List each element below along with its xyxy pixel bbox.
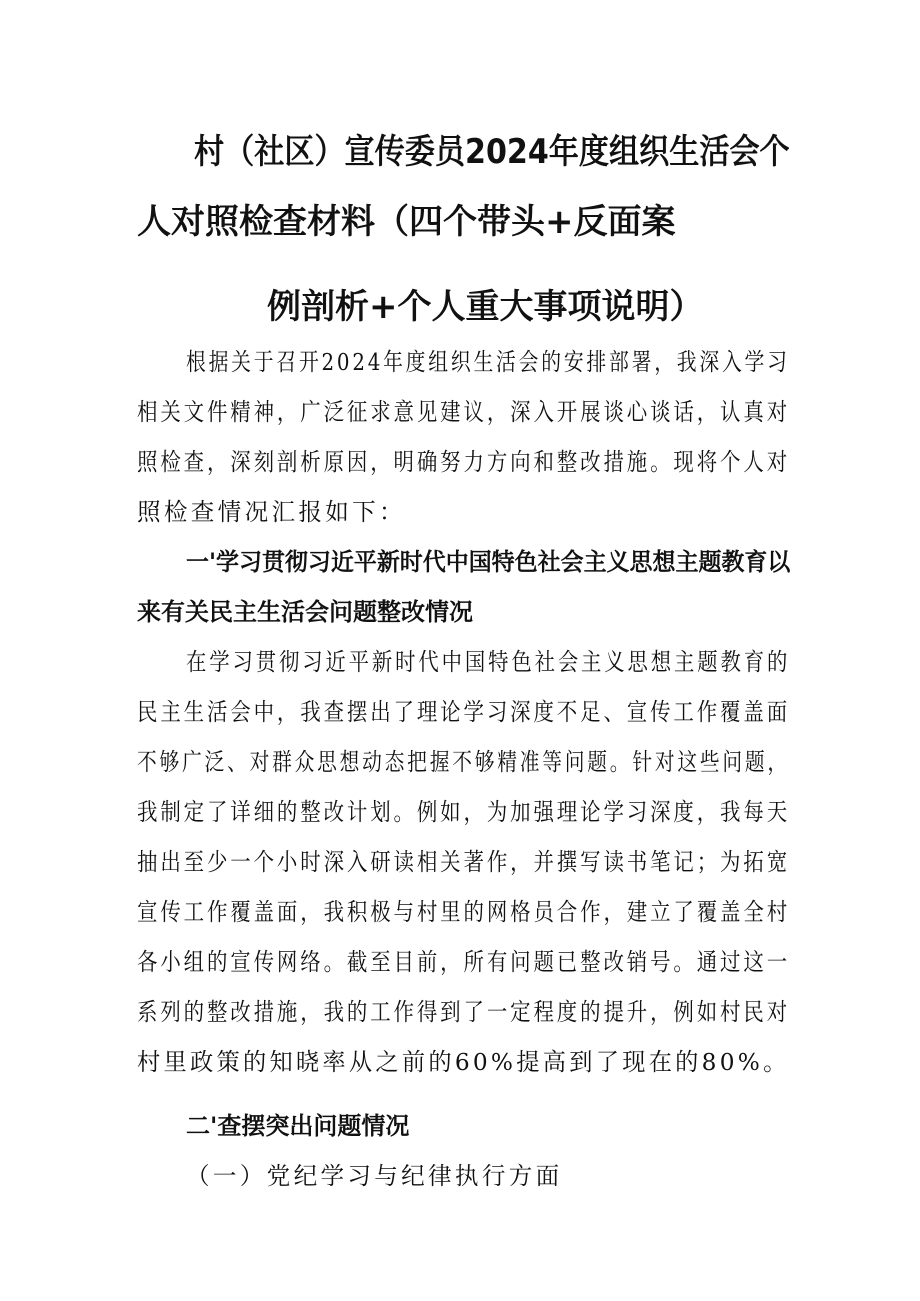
intro-paragraph-line: 照检查情况汇报如下： — [137, 498, 406, 526]
section-1-body-line: 在学习贯彻习近平新时代中国特色社会主义思想主题教育的 — [186, 648, 791, 676]
section-1-heading-line: 来有关民主生活会问题整改情况 — [137, 598, 473, 626]
section-1-body-line: 各小组的宣传网络。截至目前，所有问题已整改销号。通过这一 — [137, 948, 791, 976]
section-1-body-line: 我制定了详细的整改计划。例如，为加强理论学习深度，我每天 — [137, 798, 791, 826]
subsection-1-heading: （一）党纪学习与纪律执行方面 — [186, 1162, 563, 1190]
intro-paragraph-line: 相关文件精神，广泛征求意见建议，深入开展谈心谈话，认真对 — [137, 398, 791, 426]
section-1-body-line: 不够广泛、对群众思想动态把握不够精准等问题。针对这些问题， — [137, 748, 790, 776]
document-title-line-1: 村（社区）宣传委员2024年度组织生活会个 — [194, 132, 790, 172]
document-title-line-2: 人对照检查材料（四个带头+反面案 — [137, 202, 676, 242]
section-1-body-line: 系列的整改措施，我的工作得到了一定程度的提升，例如村民对 — [137, 998, 791, 1026]
document-title-line-3: 例剖析+个人重大事项说明） — [267, 287, 704, 327]
section-1-body-line: 村里政策的知晓率从之前的60%提高到了现在的80%。 — [137, 1048, 790, 1076]
intro-paragraph-line: 照检查，深刻剖析原因，明确努力方向和整改措施。现将个人对 — [137, 448, 791, 476]
section-1-body-line: 宣传工作覆盖面，我积极与村里的网格员合作，建立了覆盖全村 — [137, 898, 791, 926]
section-1-body-line: 抽出至少一个小时深入研读相关著作，并撰写读书笔记；为拓宽 — [137, 848, 791, 876]
section-1-heading-line: 一'学习贯彻习近平新时代中国特色社会主义思想主题教育以 — [186, 548, 791, 576]
intro-paragraph-line: 根据关于召开2024年度组织生活会的安排部署，我深入学习 — [186, 348, 790, 376]
section-1-body-line: 民主生活会中，我查摆出了理论学习深度不足、宣传工作覆盖面 — [137, 698, 791, 726]
section-2-heading: 二'查摆突出问题情况 — [186, 1112, 410, 1140]
